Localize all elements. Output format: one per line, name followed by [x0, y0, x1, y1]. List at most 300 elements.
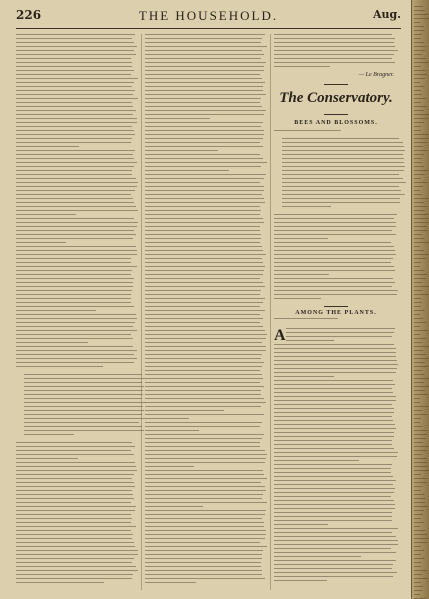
spine-text-fragment [414, 282, 422, 283]
text-line [274, 564, 393, 565]
spine-text-fragment [414, 338, 426, 339]
text-line [16, 158, 134, 159]
text-line [16, 578, 132, 579]
text-line [16, 178, 136, 179]
running-month: Aug. [372, 8, 401, 21]
spine-text-fragment [414, 374, 425, 375]
spine-text-fragment [414, 306, 421, 307]
text-line [145, 438, 262, 439]
text-line [16, 122, 137, 123]
text-line [16, 134, 135, 135]
text-line [145, 530, 266, 531]
text-line [282, 162, 404, 163]
text-line [274, 356, 396, 357]
text-line [145, 390, 261, 391]
text-line [145, 398, 264, 399]
text-line [16, 530, 131, 531]
text-line [16, 154, 133, 155]
text-line [145, 270, 264, 271]
text-line [145, 138, 263, 139]
text-line [16, 258, 131, 259]
text-line [282, 190, 401, 191]
spine-text-fragment [414, 518, 421, 519]
text-line [16, 278, 134, 279]
text-line [145, 190, 264, 191]
article-body-text [274, 344, 398, 584]
text-line [16, 250, 137, 251]
text-line [16, 82, 134, 83]
text-line [145, 62, 266, 63]
text-line [274, 298, 321, 299]
text-line [145, 542, 260, 543]
spine-text-fragment [414, 166, 424, 167]
text-line [16, 326, 133, 327]
text-line [282, 186, 399, 187]
text-line [274, 62, 395, 63]
text-line [145, 246, 262, 247]
text-line [274, 448, 394, 449]
text-line [145, 470, 263, 471]
spine-text-fragment [414, 214, 428, 215]
text-line [145, 318, 263, 319]
article-body-text [274, 34, 398, 70]
text-line [145, 194, 262, 195]
text-line [16, 94, 133, 95]
text-line [145, 66, 264, 67]
text-line [145, 570, 262, 571]
spine-text-fragment [414, 198, 428, 199]
text-line [16, 170, 132, 171]
text-line [274, 424, 395, 425]
spine-text-fragment [414, 354, 426, 355]
text-line [145, 74, 260, 75]
spine-text-fragment [414, 74, 427, 75]
text-line [145, 286, 265, 287]
text-line [145, 526, 264, 527]
text-line [274, 226, 396, 227]
text-line [286, 340, 334, 341]
spine-text-fragment [414, 534, 427, 535]
text-line [145, 146, 263, 147]
spine-text-fragment [414, 482, 427, 483]
text-line [16, 454, 134, 455]
text-line [16, 90, 135, 91]
text-line [145, 94, 266, 95]
article-body-text [274, 214, 398, 302]
text-line [145, 462, 265, 463]
column-divider [270, 34, 271, 590]
text-line [274, 504, 395, 505]
text-line [145, 126, 261, 127]
text-line [274, 452, 398, 453]
text-line [145, 130, 264, 131]
text-line [16, 566, 136, 567]
text-line [24, 394, 143, 395]
text-line [145, 582, 196, 583]
text-line [274, 548, 391, 549]
text-line [145, 546, 267, 547]
text-line [16, 214, 76, 215]
text-line [274, 238, 328, 239]
right-column [274, 34, 398, 590]
text-line [16, 338, 133, 339]
article-body-text [286, 328, 398, 344]
article-verse [274, 138, 398, 210]
spine-text-fragment [414, 418, 421, 419]
text-line [274, 214, 397, 215]
text-line [274, 250, 395, 251]
spine-text-fragment [414, 594, 420, 595]
spine-text-fragment [414, 242, 429, 243]
spine-text-fragment [414, 378, 429, 379]
text-line [145, 490, 266, 491]
spine-text-fragment [414, 426, 422, 427]
middle-column [145, 34, 267, 590]
text-line [16, 66, 132, 67]
spine-text-fragment [414, 86, 425, 87]
section-rule [324, 306, 349, 307]
text-line [274, 50, 398, 51]
text-line [145, 242, 260, 243]
text-line [145, 578, 265, 579]
text-line [16, 470, 137, 471]
spine-text-fragment [414, 450, 427, 451]
text-line [16, 526, 136, 527]
text-line [16, 142, 131, 143]
text-line [24, 426, 142, 427]
spine-text-fragment [414, 18, 429, 19]
text-line [16, 86, 132, 87]
spine-text-fragment [414, 250, 424, 251]
text-line [16, 230, 134, 231]
text-line [145, 366, 262, 367]
spine-text-fragment [414, 382, 424, 383]
text-line [145, 338, 266, 339]
spine-text-fragment [414, 38, 421, 39]
text-line [145, 202, 265, 203]
text-line [145, 414, 264, 415]
text-line [16, 518, 132, 519]
quoted-verse [16, 374, 138, 438]
text-line [16, 574, 133, 575]
text-line [145, 370, 260, 371]
spine-text-fragment [414, 274, 427, 275]
text-line [145, 226, 260, 227]
text-line [16, 486, 135, 487]
spine-text-fragment [414, 62, 428, 63]
text-line [145, 214, 260, 215]
text-line [145, 210, 261, 211]
text-line [286, 332, 394, 333]
text-line [16, 106, 133, 107]
text-line [274, 54, 394, 55]
text-line [16, 186, 137, 187]
spine-text-fragment [414, 182, 427, 183]
text-line [145, 430, 199, 431]
spine-text-fragment [414, 358, 428, 359]
text-line [145, 550, 263, 551]
text-line [16, 362, 134, 363]
text-line [274, 274, 329, 275]
text-line [274, 318, 338, 319]
text-line [274, 230, 392, 231]
spine-text-fragment [414, 502, 425, 503]
text-line [24, 374, 142, 375]
text-line [16, 514, 131, 515]
text-line [145, 362, 264, 363]
text-line [274, 532, 392, 533]
spine-text-fragment [414, 290, 422, 291]
spine-text-fragment [414, 78, 425, 79]
text-line [16, 150, 135, 151]
text-line [145, 82, 265, 83]
spine-text-fragment [414, 22, 420, 23]
spine-text-fragment [414, 162, 422, 163]
text-line [274, 528, 398, 529]
spine-text-fragment [414, 394, 428, 395]
text-line [274, 58, 392, 59]
spine-text-fragment [414, 474, 421, 475]
text-line [145, 70, 264, 71]
text-line [145, 134, 264, 135]
spine-text-fragment [414, 386, 429, 387]
text-line [16, 290, 132, 291]
text-line [16, 322, 135, 323]
spine-text-fragment [414, 326, 420, 327]
text-line [282, 182, 406, 183]
spine-text-fragment [414, 234, 422, 235]
text-line [145, 354, 262, 355]
text-line [16, 478, 132, 479]
text-line [274, 472, 391, 473]
text-line [16, 162, 137, 163]
text-line [145, 254, 266, 255]
text-line [145, 406, 261, 407]
text-line [282, 154, 403, 155]
spine-text-fragment [414, 110, 424, 111]
spine-text-fragment [414, 246, 420, 247]
text-line [16, 350, 137, 351]
text-line [274, 412, 394, 413]
spine-text-fragment [414, 178, 421, 179]
text-line [274, 496, 391, 497]
text-line [145, 566, 261, 567]
text-line [145, 238, 261, 239]
text-line [24, 398, 142, 399]
text-line [274, 572, 397, 573]
text-line [274, 368, 397, 369]
text-line [16, 498, 134, 499]
text-line [16, 198, 133, 199]
text-line [145, 110, 266, 111]
spine-text-fragment [414, 146, 423, 147]
text-line [16, 58, 131, 59]
text-line [16, 190, 135, 191]
text-line [274, 524, 328, 525]
text-line [274, 476, 393, 477]
text-line [16, 342, 88, 343]
spine-text-fragment [414, 210, 425, 211]
spine-text-fragment [414, 102, 421, 103]
text-line [274, 560, 396, 561]
text-line [145, 346, 266, 347]
spine-text-fragment [414, 590, 422, 591]
text-line [16, 318, 137, 319]
text-line [145, 162, 267, 163]
spine-text-fragment [414, 134, 428, 135]
text-line [274, 580, 327, 581]
text-line [145, 326, 263, 327]
spine-text-fragment [414, 402, 420, 403]
text-line [145, 278, 260, 279]
text-line [145, 510, 266, 511]
spine-text-fragment [414, 362, 425, 363]
text-line [145, 498, 262, 499]
text-line [282, 174, 399, 175]
text-line [145, 454, 267, 455]
text-line [274, 290, 398, 291]
text-line [16, 38, 132, 39]
spine-text-fragment [414, 150, 427, 151]
text-line [16, 254, 137, 255]
article-title: BEES AND BLOSSOMS. [294, 120, 378, 126]
text-line [274, 352, 396, 353]
text-line [16, 354, 134, 355]
spine-text-fragment [414, 118, 428, 119]
spine-text-fragment [414, 130, 421, 131]
spine-text-fragment [414, 10, 425, 11]
text-line [274, 404, 392, 405]
text-line [16, 506, 136, 507]
text-line [24, 390, 143, 391]
spine-text-fragment [414, 138, 428, 139]
text-line [24, 410, 144, 411]
spine-text-fragment [414, 186, 423, 187]
spine-text-fragment [414, 190, 420, 191]
text-line [274, 376, 334, 377]
text-line [145, 434, 264, 435]
text-line [145, 222, 264, 223]
text-line [145, 42, 261, 43]
spine-text-fragment [414, 522, 424, 523]
text-line [145, 334, 267, 335]
spine-text-fragment [414, 170, 428, 171]
text-line [16, 234, 136, 235]
text-line [16, 34, 135, 35]
text-line [16, 494, 133, 495]
spine-text-fragment [414, 126, 421, 127]
spine-text-fragment [414, 278, 426, 279]
spine-text-fragment [414, 406, 428, 407]
text-line [145, 114, 264, 115]
spine-text-fragment [414, 54, 422, 55]
text-line [145, 394, 261, 395]
text-line [24, 402, 146, 403]
text-line [274, 500, 394, 501]
text-line [16, 302, 131, 303]
spine-text-fragment [414, 478, 427, 479]
text-line [274, 516, 392, 517]
spine-text-fragment [414, 318, 423, 319]
spine-text-fragment [414, 334, 420, 335]
text-line [274, 42, 394, 43]
text-line [16, 286, 133, 287]
text-line [16, 442, 132, 443]
spine-text-fragment [414, 370, 422, 371]
spine-text-fragment [414, 202, 424, 203]
text-line [145, 298, 265, 299]
text-line [282, 178, 403, 179]
text-line [145, 446, 260, 447]
header-rule [16, 28, 401, 29]
text-line [24, 414, 142, 415]
spine-text-fragment [414, 486, 422, 487]
spine-text-fragment [414, 194, 422, 195]
text-line [145, 170, 229, 171]
spine-text-fragment [414, 398, 420, 399]
text-line [24, 406, 143, 407]
spine-text-fragment [414, 494, 425, 495]
text-line [16, 346, 133, 347]
text-line [145, 418, 189, 419]
article-byline [274, 318, 398, 322]
text-line [145, 178, 264, 179]
text-line [282, 170, 404, 171]
spine-text-fragment [414, 154, 424, 155]
spine-text-fragment [414, 254, 428, 255]
text-line [282, 166, 405, 167]
text-line [145, 174, 266, 175]
text-line [16, 554, 138, 555]
text-line [145, 494, 263, 495]
text-line [16, 298, 131, 299]
spine-text-fragment [414, 434, 427, 435]
text-line [24, 422, 139, 423]
text-line [274, 464, 392, 465]
text-line [16, 538, 132, 539]
text-line [16, 78, 138, 79]
spine-text-fragment [414, 50, 425, 51]
spine-text-fragment [414, 46, 426, 47]
text-line [282, 194, 405, 195]
text-line [16, 534, 133, 535]
article-signature: — Le Bragner. [358, 72, 394, 78]
text-line [16, 294, 131, 295]
spine-text-fragment [414, 66, 421, 67]
spine-text-fragment [414, 514, 423, 515]
spine-text-fragment [414, 350, 423, 351]
spine-text-fragment [414, 106, 427, 107]
text-line [282, 198, 400, 199]
text-line [145, 294, 260, 295]
text-line [274, 488, 395, 489]
text-line [282, 158, 404, 159]
spine-text-fragment [414, 330, 428, 331]
spine-text-fragment [414, 310, 425, 311]
text-line [145, 378, 263, 379]
spine-text-fragment [414, 470, 429, 471]
spine-text-fragment [414, 222, 428, 223]
text-line [274, 468, 391, 469]
text-line [16, 358, 137, 359]
text-line [16, 218, 134, 219]
text-line [274, 400, 396, 401]
spine-text-fragment [414, 218, 428, 219]
spine-text-fragment [414, 498, 425, 499]
text-line [145, 102, 260, 103]
text-line [16, 490, 132, 491]
text-line [274, 66, 330, 67]
